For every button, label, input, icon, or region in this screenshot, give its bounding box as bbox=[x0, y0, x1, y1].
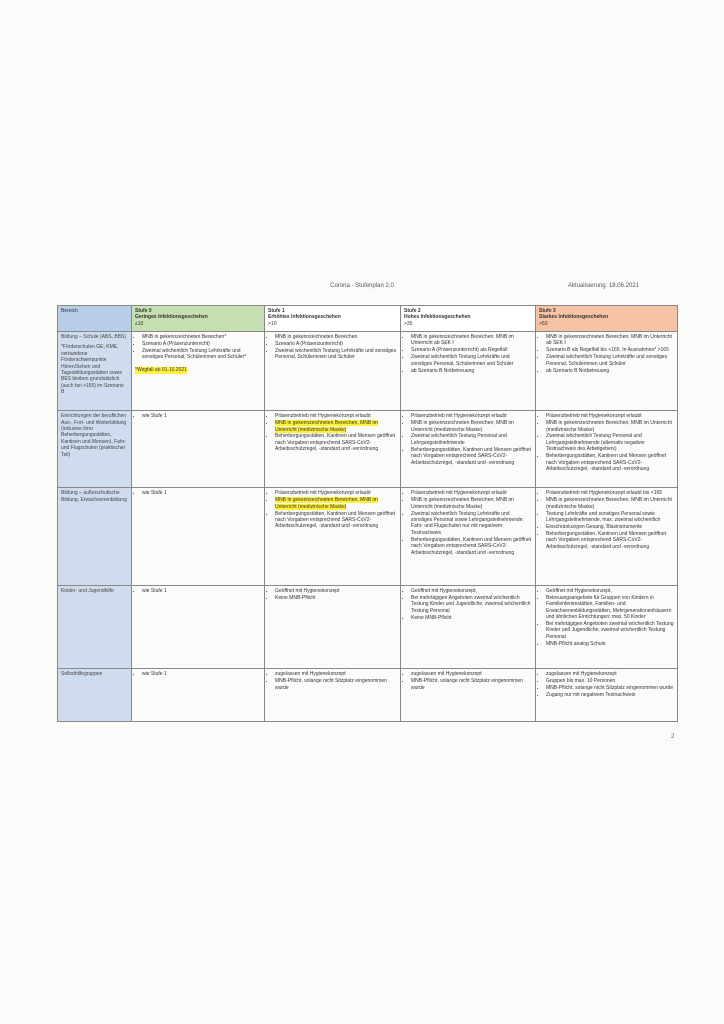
area-cell bbox=[58, 669, 132, 722]
stufe-0-cell bbox=[132, 488, 265, 586]
stufe-label: Stufe 1 bbox=[268, 308, 285, 314]
area-label: Kinder- und Jugendhilfe bbox=[61, 587, 114, 594]
list-item: • Keine MNB-Pflicht bbox=[275, 595, 397, 601]
list-item: • Geöffnet mit Hygienekonzept, bbox=[546, 588, 674, 594]
highlighted-text: MNB in gekennzeichneten Bereichen, MNB im Unterricht (medizinische Maske) bbox=[275, 497, 378, 510]
stufe-2-cell bbox=[401, 585, 536, 668]
list-item: • zugelassen mit Hygienekonzept bbox=[411, 671, 532, 677]
stufe-3-cell bbox=[536, 488, 678, 586]
list-item: • Beherbergungsstätten, Kantinen und Mensen geöffnet nach Vorgaben entsprechend SARS-CoV2-Arbeitsschutzregel, -standard und -verordnung bbox=[411, 537, 532, 556]
list-item: • Beherbergungsstätten, Kantinen und Mensen geöffnet nach Vorgaben entsprechend SARS-CoV2-Arbeitsschutzregel, -standard und -verordnung bbox=[546, 453, 674, 472]
stufenplan-table bbox=[57, 305, 678, 722]
stufe-3-cell bbox=[536, 411, 678, 488]
stufe-3-cell bbox=[536, 669, 678, 722]
area-label: Bildung – Schule (ABS, BBS) bbox=[61, 334, 127, 340]
list-item: • Szenario A (Präsenzunterricht) als Regelfall bbox=[411, 347, 532, 353]
list-item: • Zugang nur mit negativem Testnachweis bbox=[546, 692, 674, 698]
list-item: • Szenario A (Präsenzunterricht) bbox=[275, 341, 397, 347]
list-item: • zugelassen mit Hygienekonzept bbox=[546, 671, 674, 677]
stufe-2-cell bbox=[401, 332, 536, 411]
header-stufe-3 bbox=[536, 306, 678, 332]
list-item: • MNB-Pflicht, solange nicht Sitzplatz eingenommen wurde bbox=[275, 678, 397, 691]
list-item: • MNB in gekennzeichneten Bereichen; MNB im Unterricht (medizinische Maske) bbox=[546, 420, 674, 433]
list-item: • Szenario A (Präsenzunterricht) bbox=[142, 341, 261, 347]
list-item: • MNB-Pflicht analog Schule bbox=[546, 641, 674, 647]
stufe-threshold: >50 bbox=[539, 320, 548, 327]
list-item: • Gruppen bis max. 10 Personen bbox=[546, 678, 674, 684]
list-item: • Beherbergungsstätten, Kantinen und Mensen geöffnet nach Vorgaben entsprechend SARS-CoV2-Arbeitsschutzregel, -standard und -verordnung bbox=[275, 511, 397, 530]
list-item: • Präsenzbetrieb mit Hygienekonzept erlaubt bbox=[411, 413, 532, 419]
table-row bbox=[58, 669, 678, 722]
list-item bbox=[275, 420, 397, 433]
stufe-threshold: >35 bbox=[404, 320, 413, 327]
stufe-label: Stufe 2 bbox=[404, 308, 421, 314]
list-item bbox=[275, 497, 397, 510]
stufe-name: Hohes Infektionsgeschehen bbox=[404, 314, 471, 321]
stufe-2-cell bbox=[401, 669, 536, 722]
list-item: • MNB in gekennzeichneten Bereichen; MNB im Unterricht (medizinische Maske) bbox=[411, 497, 532, 510]
table-row bbox=[58, 585, 678, 668]
list-item: • Beherbergungsstätten, Kantinen und Mensen geöffnet nach Vorgaben entsprechend SARS-CoV2-Arbeitsschutzregel, -standard und -verordnung bbox=[546, 531, 674, 550]
header-stufe-0 bbox=[132, 306, 265, 332]
list-item: • wie Stufe 1 bbox=[142, 413, 261, 419]
highlighted-text: MNB in gekennzeichneten Bereichen, MNB im Unterricht (medizinische Maske) bbox=[275, 420, 378, 433]
area-cell bbox=[58, 411, 132, 488]
list-item: • MNB-Pflicht, solange nicht Sitzplatz eingenommen wurde bbox=[411, 678, 532, 691]
list-item: • Zweimal wöchentlich Testung Lehrkräfte und sonstiges Personal, Schülerinnen und Schüler bbox=[546, 354, 674, 367]
list-item: • MNB in gekennzeichneten Bereichen; MNB im Unterricht ab SEK I bbox=[411, 334, 532, 347]
header-bereich bbox=[58, 306, 132, 332]
list-item: • Präsenzbetrieb mit Hygienekonzept erlaubt bbox=[275, 413, 397, 419]
list-item: • MNB in gekennzeichneten Bereichen; MNB im Unterricht ab SEK I bbox=[546, 334, 674, 347]
stufe-name: Starkes Infektionsgeschehen bbox=[539, 314, 609, 321]
list-item: • zugelassen mit Hygienekonzept bbox=[275, 671, 397, 677]
list-item: • wie Stufe 1 bbox=[142, 588, 261, 594]
area-cell bbox=[58, 585, 132, 668]
stufe-1-cell bbox=[265, 332, 401, 411]
area-label: Einrichtungen der beruflichen Aus-, Fort- und Weiterbildung (inklusive ihrer Beherbergungsstätten, Kantinen und Mensen), Fahr- und Flugschulen (praktischer Teil) bbox=[61, 413, 127, 458]
list-item: • Präsenzbetrieb mit Hygienekonzept erlaubt bis <165 bbox=[546, 490, 674, 496]
table-row bbox=[58, 411, 678, 488]
stufe-1-cell bbox=[265, 411, 401, 488]
list-item: • Zweimal wöchentlich Testung Personal und Lehrgangsteilnehmende (alternativ negativer Testnachweis des Arbeitgebers) bbox=[546, 433, 674, 452]
list-item: • Präsenzbetrieb mit Hygienekonzept erlaubt bbox=[546, 413, 674, 419]
area-cell bbox=[58, 488, 132, 586]
stufe-1-cell bbox=[265, 585, 401, 668]
list-item: • wie Stufe 1 bbox=[142, 490, 261, 496]
stufe-label: Stufe 3 bbox=[539, 308, 556, 314]
list-item: • Einschränkungen Gesang, Blasinstrumente bbox=[546, 524, 674, 530]
stufe-0-cell bbox=[132, 669, 265, 722]
list-item: • ab Szenario B Notbetreuung bbox=[546, 368, 674, 374]
stufe-1-cell bbox=[265, 669, 401, 722]
list-item: • Beherbergungsstätten, Kantinen und Mensen geöffnet nach Vorgaben entsprechend SARS-CoV2-Arbeitsschutzregel, -standard und -verordnung bbox=[411, 447, 532, 466]
list-item: • MNB-Pflicht, solange nicht Sitzplatz eingenommen wurde bbox=[546, 685, 674, 691]
stufe-2-cell bbox=[401, 411, 536, 488]
list-item: • Geöffnet mit Hygienekonzept bbox=[275, 588, 397, 594]
list-item: • Präsenzbetrieb mit Hygienekonzept erlaubt bbox=[411, 490, 532, 496]
table-header-row bbox=[58, 306, 678, 332]
list-item: • Testung Lehrkräfte und sonstiges Personal sowie Lehrgangsteilnehmende, max. zweimal wöchentlich bbox=[546, 511, 674, 524]
highlighted-note: *Wegfall ab 01.10.2021 bbox=[135, 367, 187, 374]
stufe-0-cell bbox=[132, 332, 265, 411]
stufe-threshold: ≤10 bbox=[135, 320, 144, 327]
list-item: • Geöffnet mit Hygienekonzept, bbox=[411, 588, 532, 594]
stufe-1-cell bbox=[265, 488, 401, 586]
stufe-name: Erhöhtes Infektionsgeschehen bbox=[268, 314, 341, 321]
table-row bbox=[58, 332, 678, 411]
header-stufe-1 bbox=[265, 306, 401, 332]
list-item: • MNB in gekennzeichneten Bereichen* bbox=[142, 334, 261, 340]
list-item: • Zweimal wöchentlich Testung Lehrkräfte und sonstiges Personal, Schülerinnen und Schüler bbox=[275, 348, 397, 361]
stufe-0-cell bbox=[132, 585, 265, 668]
list-item: • Zweimal wöchentlich Testung Lehrkräfte und sonstiges Personal sowie Lehrgangsteilnehmende; Fahr- und Flugschulen nur mit negativem Testnachweis bbox=[411, 511, 532, 537]
area-label: Selbsthilfegruppen bbox=[61, 671, 103, 678]
list-item: • Zweimal wöchentlich Testung Personal und Lehrgangsteilnehmende bbox=[411, 433, 532, 446]
header-bereich-label: Bereich bbox=[61, 308, 78, 314]
list-item: • Zweimal wöchentlich Testung Lehrkräfte und sonstiges Personal, Schülerinnen und Schüler bbox=[411, 354, 532, 367]
list-item: • MNB in gekennzeichneten Bereichen bbox=[275, 334, 397, 340]
page-number: 2 bbox=[671, 734, 675, 740]
list-item: • Bei mehrtägigen Angeboten zweimal wöchentlich Testung Kinder und Jugendliche, zweimal wöchentlich Testung Personal bbox=[411, 595, 532, 614]
list-item: • wie Stufe 1 bbox=[142, 671, 261, 677]
list-item: • Keine MNB-Pflicht bbox=[411, 615, 532, 621]
list-item: • Präsenzbetrieb mit Hygienekonzept erlaubt bbox=[275, 490, 397, 496]
list-item: • Bei mehrtägigen Angeboten zweimal wöchentlich Testung Kinder und Jugendliche, zweimal wöchentlich Testung Personal bbox=[546, 621, 674, 640]
list-item: • ab Szenario B Notbetreuung bbox=[411, 368, 532, 374]
list-item: • MNB in gekennzeichneten Bereichen; MNB im Unterricht (medizinische Maske) bbox=[546, 497, 674, 510]
area-cell bbox=[58, 332, 132, 411]
update-date: Aktualisierung: 18.06.2021 bbox=[567, 283, 639, 289]
area-label: Bildung – außerschulische Bildung, Erwachsenenbildung bbox=[61, 490, 127, 503]
document-title: Corona - Stufenplan 2.0 bbox=[330, 283, 394, 289]
list-item: • Betreuungsangebote für Gruppen von Kindern in Familienferienstätten, Familien- und Erwachsenenbildungsstätten, Mehrgenerationenhäusern und ähnlichen Einrichtungen: max. 50 Kinder bbox=[546, 595, 674, 621]
stufe-2-cell bbox=[401, 488, 536, 586]
stufe-threshold: >10 bbox=[268, 320, 277, 327]
header-stufe-2 bbox=[401, 306, 536, 332]
list-item: • MNB in gekennzeichneten Bereichen; MNB im Unterricht (medizinische Maske) bbox=[411, 420, 532, 433]
list-item: • Szenario B als Regelfall bis <165, In Ausnahmen* >165 bbox=[546, 347, 674, 353]
stufe-label: Stufe 0 bbox=[135, 308, 152, 314]
area-note: *Förderschulen GE, KME, verbundene Förderschwerpunkte Hören/Sehen und Tagesbildungsstätten sowie BES bleiben grundsätzlich (auch bei >165) im Szenario B bbox=[61, 344, 124, 396]
stufe-0-cell bbox=[132, 411, 265, 488]
stufe-name: Geringes Infektionsgeschehen bbox=[135, 314, 208, 321]
stufe-3-cell bbox=[536, 585, 678, 668]
stufe-3-cell bbox=[536, 332, 678, 411]
table-row bbox=[58, 488, 678, 586]
list-item: • Beherbergungsstätten, Kantinen und Mensen geöffnet nach Vorgaben entsprechend SARS-CoV2-Arbeitsschutzregel, -standard und -verordnung bbox=[275, 433, 397, 452]
list-item: • Zweimal wöchentlich Testung Lehrkräfte und sonstiges Personal, Schülerinnen und Schüler* bbox=[142, 348, 261, 361]
